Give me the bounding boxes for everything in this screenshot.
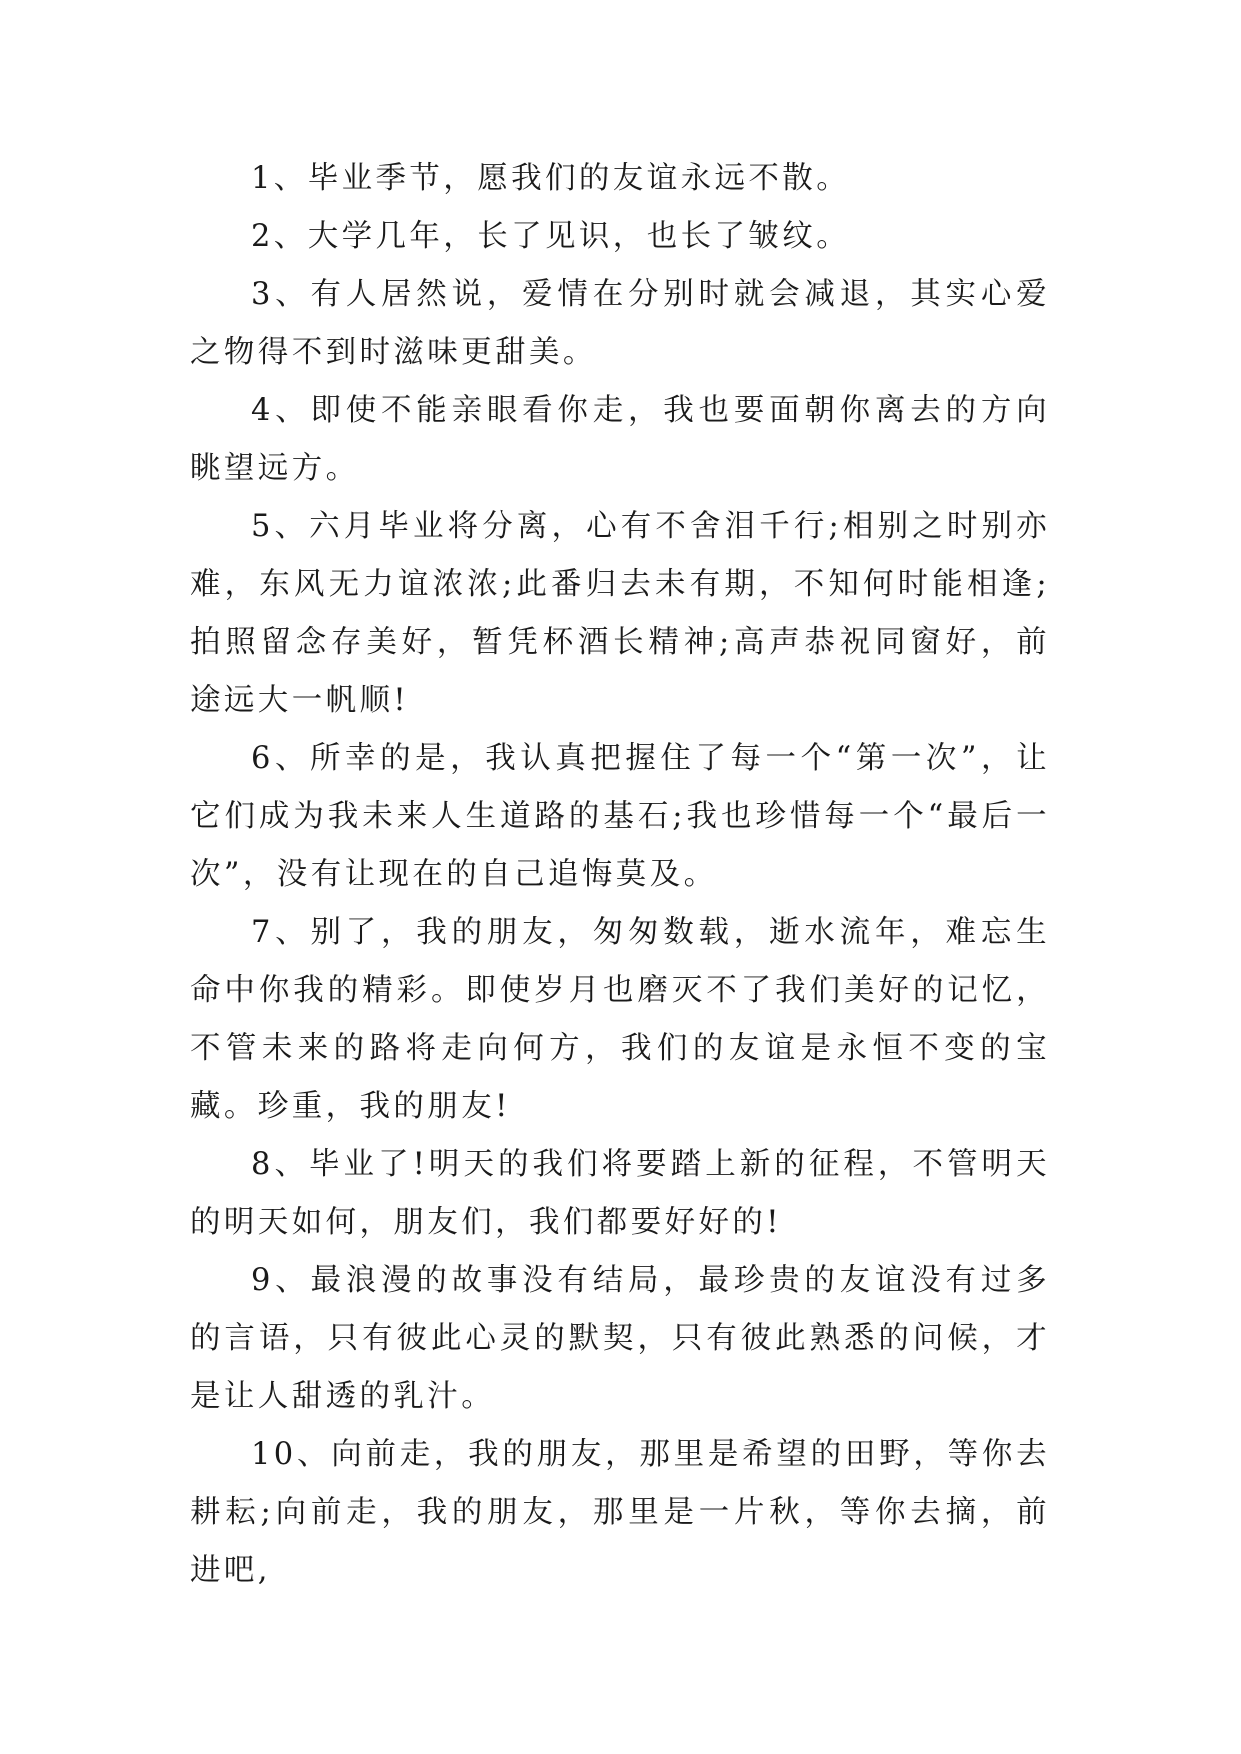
paragraph-8: 8、毕业了!明天的我们将要踏上新的征程，不管明天的明天如何，朋友们，我们都要好好的!: [190, 1147, 1050, 1240]
paragraph-4: 4、即使不能亲眼看你走，我也要面朝你离去的方向眺望远方。: [190, 393, 1050, 486]
paragraph-10: 10、向前走，我的朋友，那里是希望的田野，等你去耕耘;向前走，我的朋友，那里是一片秋，等你去摘，前进吧,: [190, 1437, 1050, 1588]
paragraph-1: 1、毕业季节，愿我们的友谊永远不散。: [251, 161, 851, 196]
paragraph-6: 6、所幸的是，我认真把握住了每一个“第一次”，让它们成为我未来人生道路的基石;我也珍惜每一个“最后一次”，没有让现在的自己追悔莫及。: [190, 741, 1050, 892]
paragraph-5: 5、六月毕业将分离，心有不舍泪千行;相别之时别亦难，东风无力谊浓浓;此番归去未有期，不知何时能相逢;拍照留念存美好，暂凭杯酒长精神;高声恭祝同窗好，前途远大一帆顺!: [190, 509, 1050, 718]
paragraph-3: 3、有人居然说，爱情在分别时就会减退，其实心爱之物得不到时滋味更甜美。: [190, 277, 1050, 370]
paragraph-2: 2、大学几年，长了见识，也长了皱纹。: [251, 219, 851, 254]
paragraph-7: 7、别了，我的朋友，匆匆数载，逝水流年，难忘生命中你我的精彩。即使岁月也磨灭不了我们美好的记忆，不管未来的路将走向何方，我们的友谊是永恒不变的宝藏。珍重，我的朋友!: [190, 915, 1050, 1124]
paragraph-9: 9、最浪漫的故事没有结局，最珍贵的友谊没有过多的言语，只有彼此心灵的默契，只有彼此熟悉的问候，才是让人甜透的乳汁。: [190, 1263, 1050, 1414]
document-body: [190, 150, 1050, 1600]
